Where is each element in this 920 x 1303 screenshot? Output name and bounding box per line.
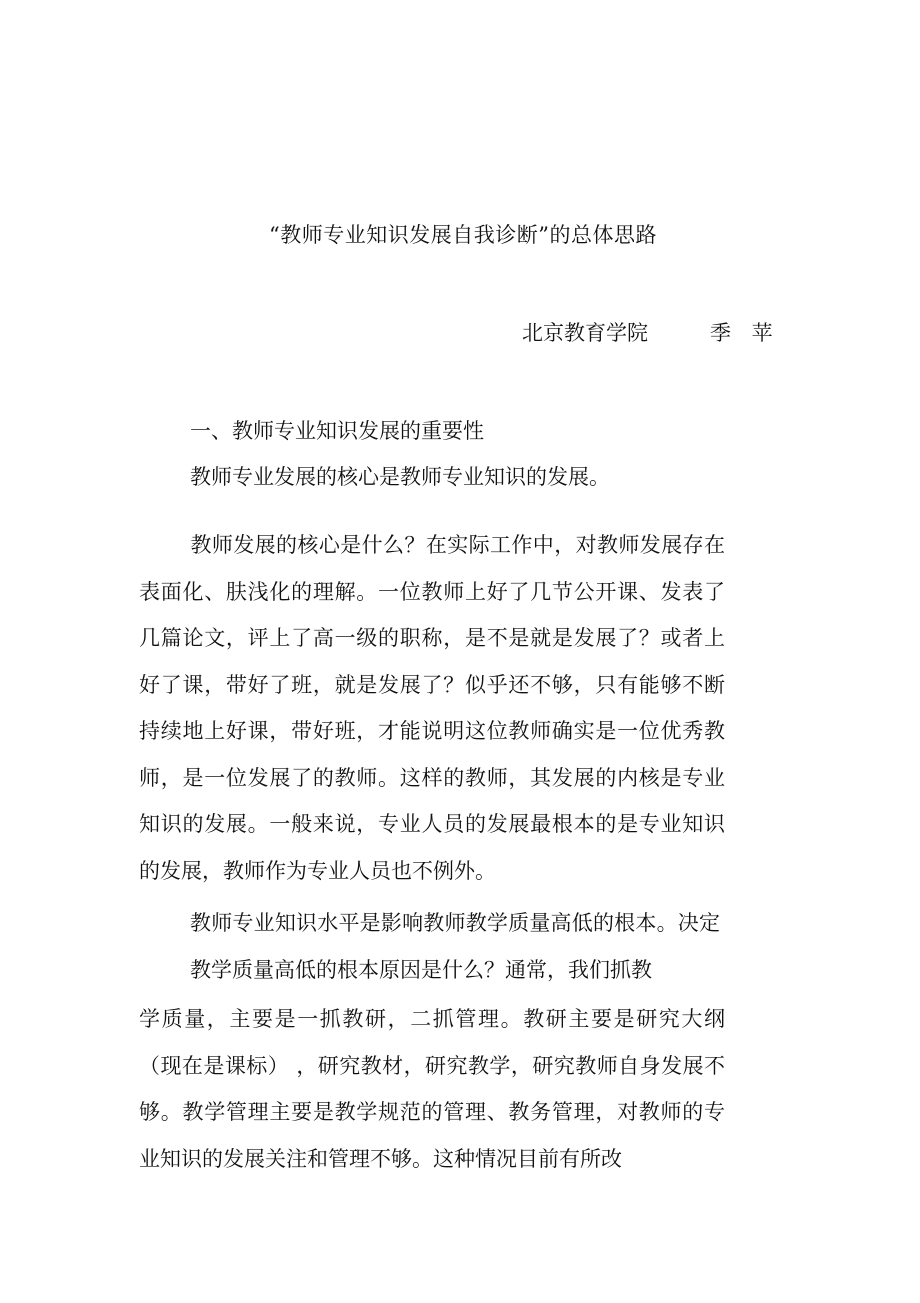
section-heading: 一、教师专业知识发展的重要性 <box>190 419 484 443</box>
author-name: 季 苹 <box>710 321 780 345</box>
author-institution: 北京教育学院 <box>522 321 648 345</box>
body-paragraph: 教师发展的核心是什么？在实际工作中，对教师发展存在表面化、肤浅化的理解。一位教师上好了几节公开课、发表了几篇论文，评上了高一级的职称，是不是就是发展了？或者上好了课，带好了班，就是发展了？似乎还不够，只有能够不断持续地上好课，带好班，才能说明这位教师确实是一位优秀教师，是一位发展了的教师。这样的教师，其发展的内核是专业知识的发展。一般来说，专业人员的发展最根本的是专业知识的发展，教师作为专业人员也不例外。 <box>139 533 725 883</box>
body-paragraph: 教师专业知识水平是影响教师教学质量高低的根本。决定教学质量高低的根本原因是什么？通常，我们抓教 <box>190 911 720 982</box>
lead-statement: 教师专业发展的核心是教师专业知识的发展。 <box>190 465 610 489</box>
document-title: “教师专业知识发展自我诊断”的总体思路 <box>269 223 657 247</box>
body-paragraph: 学质量，主要是一抓教研，二抓管理。教研主要是研究大纲（现在是课标） ，研究教材，研究教学，研究教师自身发展不够。教学管理主要是教学规范的管理、教务管理，对教师的专业知识的发展关注和管理不够。这种情况目前有所改 <box>139 1007 725 1171</box>
author-line <box>522 317 780 347</box>
